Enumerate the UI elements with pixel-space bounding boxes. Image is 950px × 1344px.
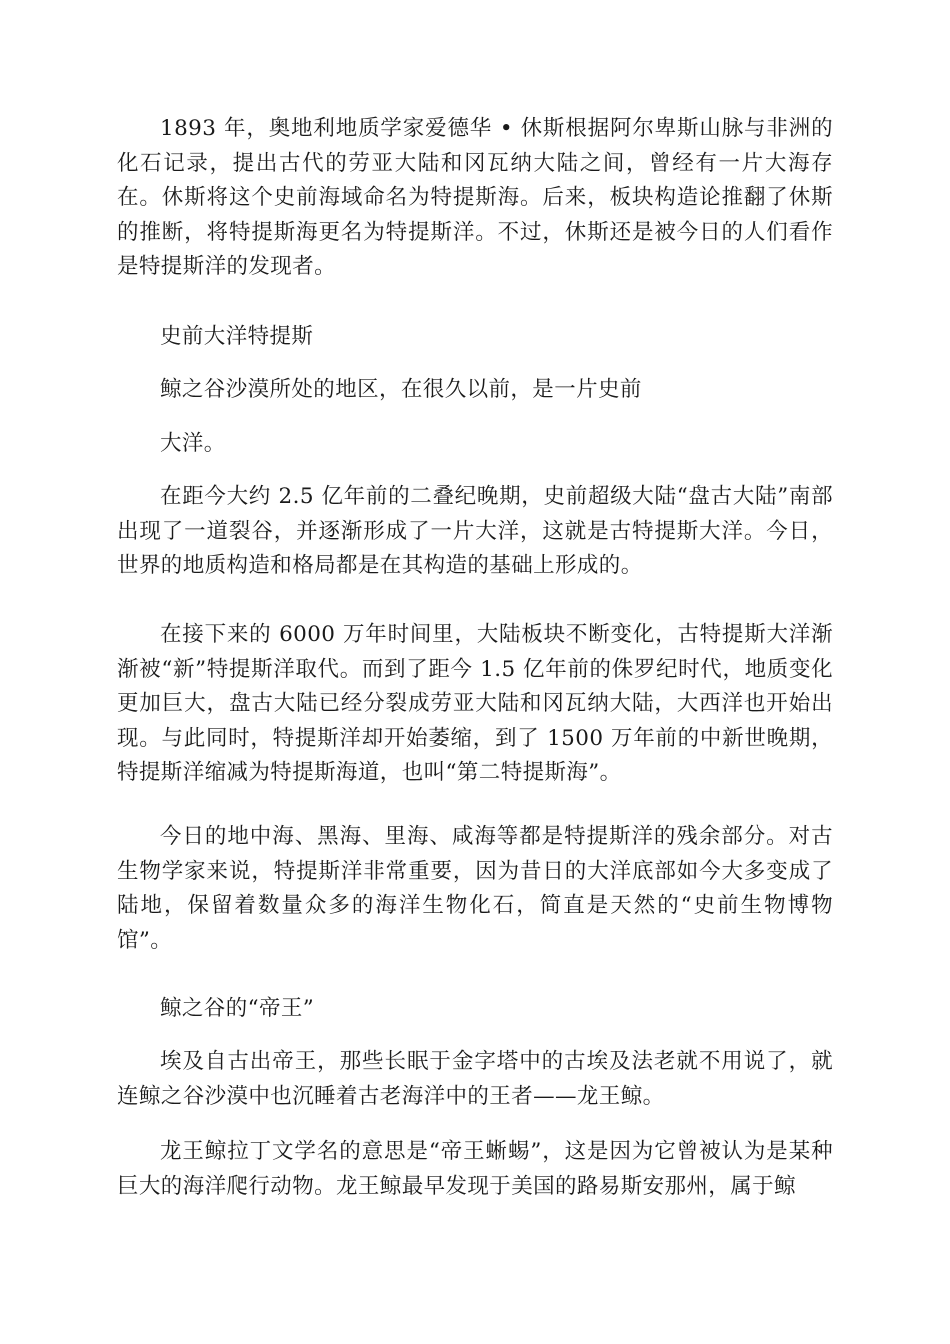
paragraph-suess-discovery: 1893 年，奥地利地质学家爱德华 • 休斯根据阿尔卑斯山脉与非洲的化石记录，提出古代的劳亚大陆和冈瓦纳大陆之间，曾经有一片大海存在。休斯将这个史前海域命名为特提斯海。后来，板块构造论推翻了休斯的推断，将特提斯海更名为特提斯洋。不过，休斯还是被今日的人们看作是特提斯洋的发现者。 xyxy=(117,116,833,279)
paragraph-jurassic: 在接下来的 6000 万年时间里，大陆板块不断变化，古特提斯大洋渐渐被“新”特提斯洋取代。而到了距今 1.5 亿年前的侏罗纪时代，地质变化更加巨大，盘古大陆已经分裂成劳亚大陆和冈瓦纳大陆，大西洋也开始出现。与此同时，特提斯洋却开始萎缩，到了 1500 万年前的中新世晚期，特提斯洋缩减为特提斯海道，也叫“第二特提斯海”。 xyxy=(117,622,833,785)
section-heading-tethys: 史前大洋特提斯 xyxy=(160,324,314,349)
section-heading-emperor: 鲸之谷的“帝王” xyxy=(160,996,315,1021)
paragraph-basilosaurus: 龙王鲸拉丁文学名的意思是“帝王蜥蜴”，这是因为它曾被认为是某种巨大的海洋爬行动物。龙王鲸最早发现于美国的路易斯安那州，属于鲸 xyxy=(117,1139,833,1199)
paragraph-ocean: 大洋。 xyxy=(160,431,226,456)
paragraph-remnant-seas: 今日的地中海、黑海、里海、咸海等都是特提斯洋的残余部分。对古生物学家来说，特提斯洋非常重要，因为昔日的大洋底部如今大多变成了陆地，保留着数量众多的海洋生物化石，简直是天然的“史前生物博物馆”。 xyxy=(117,824,833,953)
paragraph-egypt-kings: 埃及自古出帝王，那些长眠于金字塔中的古埃及法老就不用说了，就连鲸之谷沙漠中也沉睡着古老海洋中的王者——龙王鲸。 xyxy=(117,1049,833,1109)
paragraph-desert-region: 鲸之谷沙漠所处的地区，在很久以前，是一片史前 xyxy=(160,377,642,402)
paragraph-permian: 在距今大约 2.5 亿年前的二叠纪晚期，史前超级大陆“盘古大陆”南部出现了一道裂谷，并逐渐形成了一片大洋，这就是古特提斯大洋。今日，世界的地质构造和格局都是在其构造的基础上形成的。 xyxy=(117,484,833,578)
